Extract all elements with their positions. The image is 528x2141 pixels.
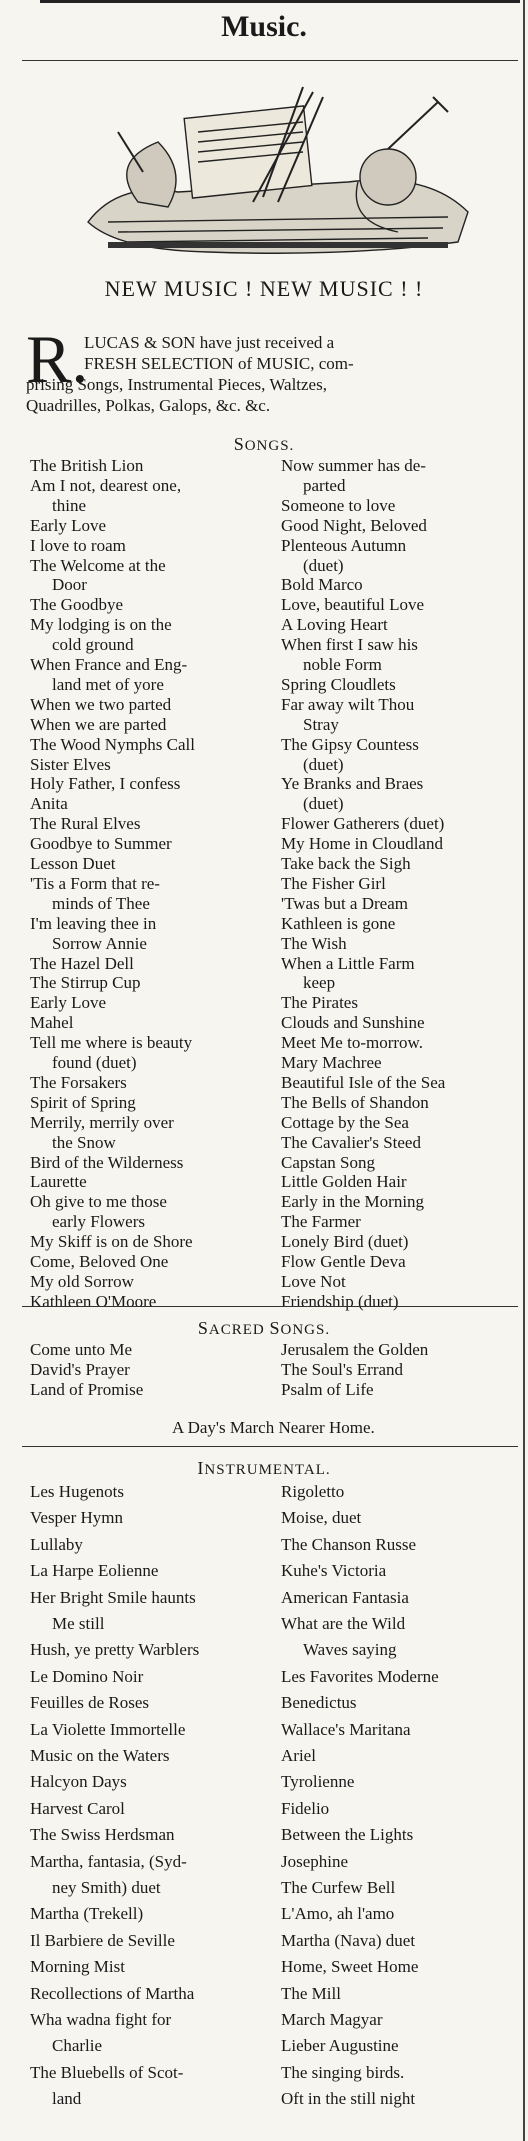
list-item: Merrily, merrily over (30, 1112, 174, 1132)
list-item: Ye Branks and Braes (281, 774, 424, 794)
list-item: Oh give to me those (30, 1192, 167, 1212)
list-item: The Welcome at the (30, 555, 166, 575)
list-item: The Soul's Errand (281, 1360, 404, 1379)
list-item: Holy Father, I confess (30, 774, 181, 794)
list-item: early Flowers (52, 1212, 146, 1232)
list-item: Music on the Waters (30, 1746, 170, 1765)
list-item: (duet) (303, 555, 344, 575)
list-item: Land of Promise (30, 1380, 144, 1399)
list-item: Early Love (30, 993, 106, 1013)
list-item: Jerusalem the Golden (281, 1340, 429, 1359)
notice-line: prising Songs, Instrumental Pieces, Waltzes, (26, 375, 327, 394)
list-item: 'Twas but a Dream (281, 893, 408, 913)
list-item: Wallace's Maritana (281, 1719, 411, 1739)
list-item: Clouds and Sunshine (281, 1013, 425, 1033)
list-item: Little Golden Hair (281, 1172, 407, 1192)
list-item: Les Favorites Moderne (281, 1666, 439, 1686)
notice-line: FRESH SELECTION of MUSIC, com- (84, 354, 354, 373)
list-item: Lieber Augustine (281, 2036, 399, 2056)
list-item: Vesper Hymn (30, 1508, 124, 1528)
list-item: Spirit of Spring (30, 1092, 136, 1112)
list-item: The Hazel Dell (30, 953, 134, 973)
list-item: Mahel (30, 1013, 74, 1033)
section-rule (22, 1446, 518, 1447)
list-item: The Swiss Herdsman (30, 1825, 175, 1845)
list-item: The Rural Elves (30, 814, 141, 834)
list-item: Waves saying (303, 1640, 397, 1660)
list-item: Tell me where is beauty (30, 1033, 193, 1053)
music-instruments-engraving (48, 72, 488, 262)
list-item: Between the Lights (281, 1825, 414, 1845)
list-item: The Mill (281, 1983, 341, 2003)
list-item: minds of Thee (52, 893, 150, 913)
list-item: Plenteous Autumn (281, 535, 407, 555)
notice-line: Quadrilles, Polkas, Galops, &c. &c. (26, 396, 271, 415)
list-item: The Pirates (281, 993, 358, 1013)
list-item: Morning Mist (30, 1957, 125, 1977)
notice-line: LUCAS & SON have just received a (84, 333, 335, 352)
list-item: Martha, fantasia, (Syd- (30, 1851, 187, 1871)
sacred-closing-title: A Day's March Nearer Home. (172, 1418, 375, 1437)
list-item: Bold Marco (281, 575, 363, 595)
list-item: Wha wadna fight for (30, 2010, 172, 2029)
list-item: Come unto Me (30, 1340, 132, 1359)
list-item: Home, Sweet Home (281, 1957, 419, 1977)
list-item: (duet) (303, 754, 344, 774)
list-item: Martha (Nava) duet (281, 1930, 416, 1950)
list-item: Ariel (281, 1746, 316, 1765)
list-item: Moise, duet (281, 1508, 362, 1528)
list-item: Lonely Bird (duet) (281, 1232, 409, 1252)
list-item: Flow Gentle Deva (281, 1252, 406, 1271)
list-item: What are the Wild (281, 1614, 406, 1633)
list-item: Halcyon Days (30, 1772, 127, 1792)
list-item: La Harpe Eolienne (30, 1561, 159, 1581)
list-item: Far away wilt Thou (281, 694, 415, 714)
list-item: When first I saw his (281, 635, 418, 655)
list-item: Fidelio (281, 1798, 330, 1818)
list-item: Take back the Sigh (281, 854, 411, 873)
list-item: Recollections of Martha (30, 1983, 195, 2003)
list-item: When a Little Farm (281, 953, 415, 973)
list-item: The Chanson Russe (281, 1534, 417, 1554)
list-item: (duet) (303, 794, 344, 814)
list-item: cold ground (52, 635, 134, 655)
list-item: L'Amo, ah l'amo (281, 1904, 395, 1924)
list-item: My old Sorrow (30, 1271, 134, 1291)
section-heading-instrumental: INSTRUMENTAL. (197, 1458, 331, 1478)
list-item: Kathleen is gone (281, 913, 396, 933)
list-item: keep (303, 973, 336, 993)
list-item: Mary Machree (281, 1053, 382, 1072)
list-item: Bird of the Wilderness (30, 1152, 184, 1172)
list-item: Door (52, 575, 87, 595)
list-item: Il Barbiere de Seville (30, 1930, 175, 1950)
page-title: Music. (221, 10, 307, 43)
list-item: Capstan Song (281, 1152, 375, 1172)
list-item: Now summer has de- (281, 456, 426, 475)
list-item: Sorrow Annie (52, 933, 147, 953)
list-item: parted (303, 475, 346, 495)
list-item: Am I not, dearest one, (30, 475, 182, 495)
list-item: Goodbye to Summer (30, 834, 172, 854)
list-item: My Skiff is on de Shore (30, 1232, 193, 1252)
list-item: The Curfew Bell (281, 1878, 396, 1897)
list-item: ney Smith) duet (52, 1878, 161, 1897)
list-item: Le Domino Noir (30, 1666, 144, 1686)
list-item: land met of yore (52, 674, 164, 694)
list-item: Early Love (30, 515, 106, 535)
section-heading-sacred: SACRED SONGS. (197, 1318, 331, 1338)
list-item: Kathleen O'Moore (30, 1291, 157, 1311)
list-item: The Forsakers (30, 1072, 127, 1092)
list-item: The Farmer (281, 1212, 361, 1232)
list-item: Anita (30, 794, 68, 814)
list-item: The singing birds. (281, 2062, 405, 2082)
list-item: When we are parted (30, 714, 167, 734)
list-item: Beautiful Isle of the Sea (281, 1072, 446, 1092)
list-item: Flower Gatherers (duet) (281, 814, 445, 834)
list-item: The Bells of Shandon (281, 1092, 429, 1112)
list-item: La Violette Immortelle (30, 1719, 186, 1739)
list-item: Me still (52, 1614, 105, 1633)
heading-rule (22, 60, 518, 61)
list-item: Spring Cloudlets (281, 674, 396, 694)
list-item: The Wood Nymphs Call (30, 734, 196, 754)
list-item: Someone to love (281, 495, 396, 515)
list-item: Hush, ye pretty Warblers (30, 1640, 200, 1660)
list-item: Love Not (281, 1271, 346, 1291)
list-item: The Fisher Girl (281, 873, 386, 893)
list-item: noble Form (303, 655, 382, 674)
list-item: Cottage by the Sea (281, 1112, 409, 1132)
list-item: 'Tis a Form that re- (30, 873, 160, 893)
list-item: David's Prayer (30, 1360, 130, 1379)
list-item: Early in the Morning (281, 1192, 425, 1212)
list-item: Come, Beloved One (30, 1252, 169, 1271)
list-item: I love to roam (30, 535, 126, 555)
advertisement-notice (26, 321, 506, 423)
list-item: Good Night, Beloved (281, 515, 427, 535)
list-item: Sister Elves (30, 754, 111, 774)
list-item: Psalm of Life (281, 1380, 374, 1399)
list-item: The Cavalier's Steed (281, 1132, 421, 1152)
list-item: Meet Me to-morrow. (281, 1033, 423, 1053)
list-item: When France and Eng- (30, 655, 188, 674)
column-rule (523, 0, 525, 2141)
list-item: My lodging is on the (30, 615, 172, 635)
list-item: Lesson Duet (30, 854, 116, 873)
list-item: Martha (Trekell) (30, 1904, 144, 1924)
list-item: The Goodbye (30, 595, 124, 615)
list-item: Harvest Carol (30, 1798, 125, 1818)
list-item: The Wish (281, 933, 347, 953)
top-rule (40, 0, 520, 3)
section-heading-songs: SONGS. (233, 434, 295, 454)
dropcap: R. (26, 321, 89, 397)
list-item: the Snow (52, 1132, 116, 1152)
list-item: land (52, 2089, 82, 2109)
list-item: Benedictus (281, 1693, 357, 1713)
list-item: My Home in Cloudland (281, 834, 443, 854)
list-item: The Stirrup Cup (30, 973, 141, 993)
list-item: When we two parted (30, 694, 172, 714)
list-item: Laurette (30, 1172, 87, 1192)
list-item: Rigoletto (281, 1482, 345, 1501)
list-item: Love, beautiful Love (281, 595, 425, 615)
section-rule (22, 1306, 518, 1307)
list-item: Josephine (281, 1851, 349, 1871)
list-item: I'm leaving thee in (30, 913, 157, 933)
list-item: Kuhe's Victoria (281, 1561, 387, 1581)
list-item: Charlie (52, 2036, 103, 2056)
list-item: Oft in the still night (281, 2089, 416, 2109)
list-item: Lullaby (30, 1534, 83, 1554)
list-item: March Magyar (281, 2010, 383, 2029)
list-item: The Gipsy Countess (281, 734, 419, 754)
list-item: A Loving Heart (281, 615, 388, 635)
list-item: The British Lion (30, 456, 144, 475)
list-item: Tyrolienne (281, 1772, 355, 1792)
list-item: Stray (303, 714, 339, 734)
list-item: American Fantasia (281, 1587, 409, 1607)
list-item: Feuilles de Roses (30, 1693, 149, 1713)
list-item: Les Hugenots (30, 1482, 124, 1501)
list-item: The Bluebells of Scot- (30, 2062, 184, 2082)
list-item: Friendship (duet) (281, 1291, 399, 1311)
list-item: found (duet) (52, 1053, 137, 1072)
list-item: Her Bright Smile haunts (30, 1587, 196, 1607)
list-item: thine (52, 495, 86, 515)
headline: NEW MUSIC ! NEW MUSIC ! ! (104, 276, 424, 301)
